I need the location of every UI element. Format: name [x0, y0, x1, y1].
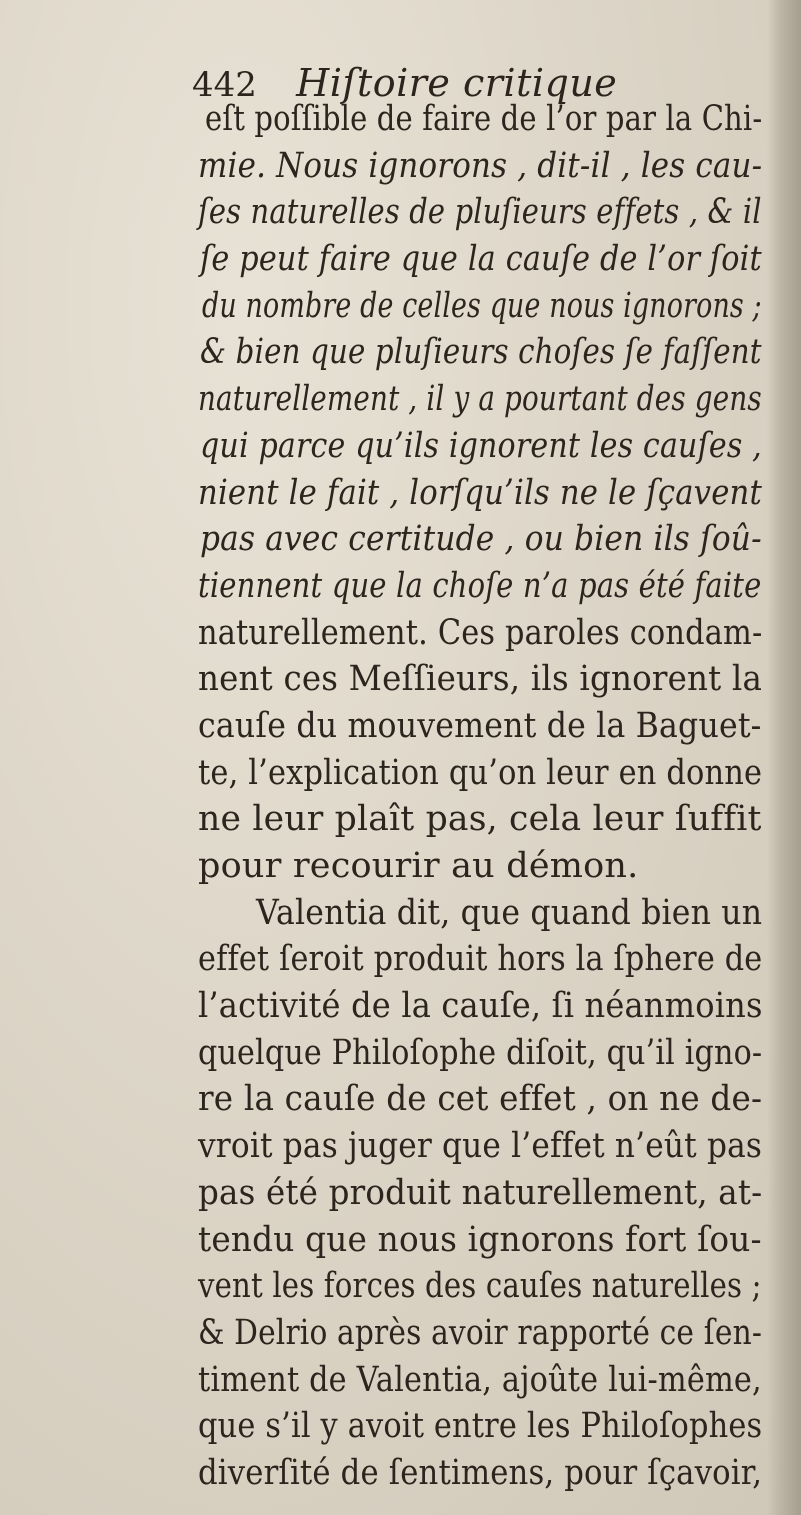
- text-line: nent ces Meſſieurs, ils ignorent la: [198, 659, 763, 699]
- running-title: Hiſtoire critique: [296, 61, 618, 105]
- text-line: ſe peut faire que la cauſe de l’or ſoit: [200, 239, 762, 279]
- text-line: qui parce qu’ils ignorent les cauſes ,: [200, 426, 762, 466]
- text-line: effet ſeroit produit hors la ſphere de: [198, 939, 763, 979]
- text-line: pour recourir au démon.: [198, 846, 639, 886]
- text-line: diverſité de ſentimens, pour ſçavoir,: [198, 1453, 763, 1493]
- text-line: tiennent que la choſe n’a pas été faite: [198, 566, 762, 606]
- text-line: pas avec certitude , ou bien ils ſoû-: [200, 519, 762, 559]
- text-line: eſt poſſible de faire de l’or par la Chi-: [205, 99, 763, 139]
- text-line: quelque Philoſophe diſoit, qu’il igno-: [198, 1033, 763, 1073]
- text-line: Valentia dit, que quand bien un: [256, 893, 763, 933]
- text-line: que s’il y avoit entre les Philoſophes: [198, 1406, 763, 1446]
- text-line: timent de Valentia, ajoûte lui-même,: [198, 1360, 762, 1400]
- text-line: & bien que pluſieurs choſes ſe faſſent: [200, 332, 762, 372]
- text-line: nient le fait , lorſqu’ils ne le ſçavent: [198, 473, 762, 513]
- text-line: du nombre de celles que nous ignorons ;: [202, 286, 762, 326]
- text-line: re la cauſe de cet effet , on ne de-: [198, 1079, 763, 1119]
- text-line: cauſe du mouvement de la Baguet-: [198, 706, 762, 746]
- text-line: ſes naturelles de pluſieurs effets , & il: [198, 192, 762, 232]
- text-line: mie. Nous ignorons , dit-il , les cau-: [198, 146, 763, 186]
- text-line: vent les forces des cauſes naturelles ;: [198, 1266, 762, 1306]
- text-line: te, l’explication qu’on leur en donne: [198, 753, 763, 793]
- text-line: ne leur plaît pas, cela leur ſuffit: [198, 799, 762, 839]
- text-line: vroit pas juger que l’effet n’eût pas: [198, 1126, 763, 1166]
- text-line: tendu que nous ignorons fort ſou-: [198, 1220, 762, 1260]
- text-line: naturellement , il y a pourtant des gens: [198, 379, 762, 419]
- text-line: l’activité de la cauſe, ſi néanmoins: [198, 986, 763, 1026]
- text-line: & Delrio après avoir rapporté ce ſen-: [198, 1313, 763, 1353]
- text-line: naturellement. Ces paroles condam-: [198, 613, 763, 653]
- page-edge-shadow: [767, 0, 801, 1515]
- text-line: pas été produit naturellement, at-: [198, 1173, 763, 1213]
- page-number: 442: [192, 65, 257, 105]
